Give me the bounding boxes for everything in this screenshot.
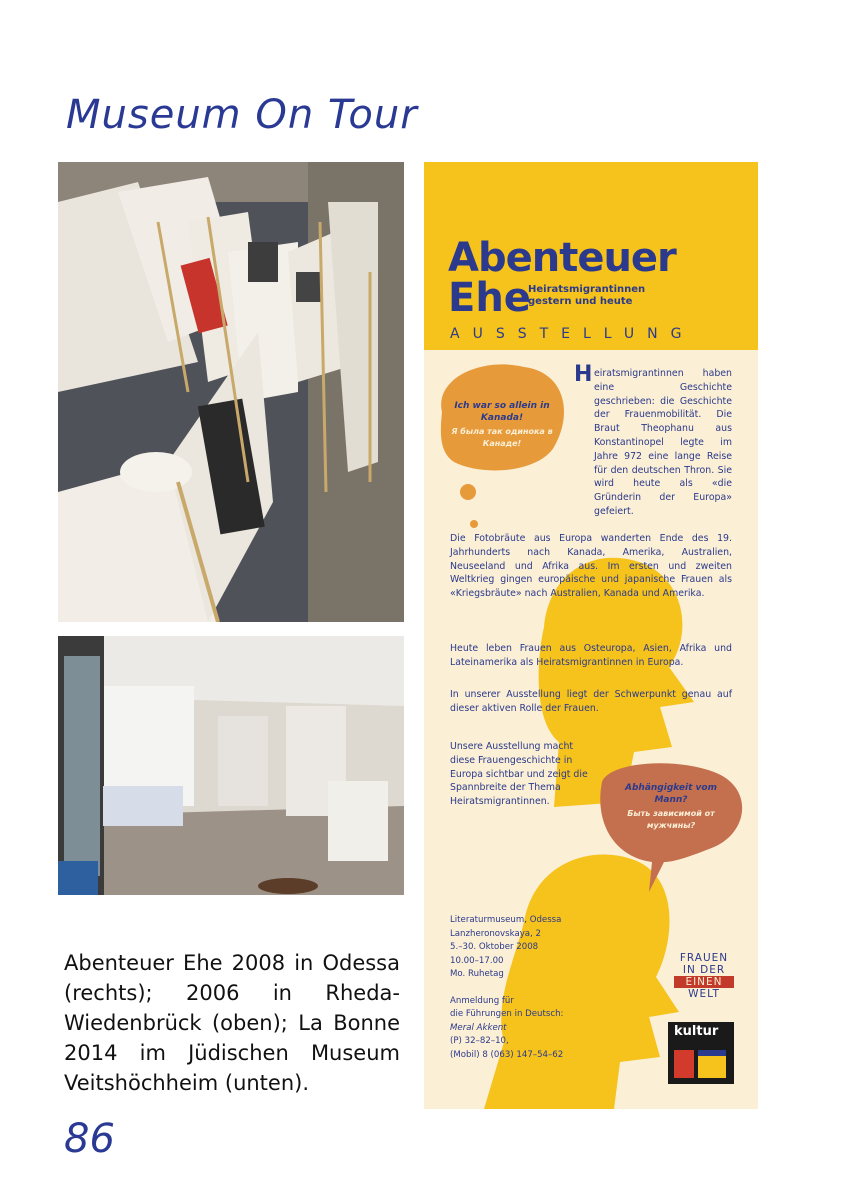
contact-line: Meral Akkent	[450, 1022, 507, 1033]
logo-frauen-line: IN DER	[682, 964, 726, 976]
poster-subtitle: Heiratsmigrantinnen gestern und heute	[528, 284, 646, 307]
page-title: Museum On Tour	[66, 92, 418, 138]
contact-spacer	[450, 982, 630, 995]
poster-para-5: Unsere Ausstellung macht diese Frauengeschichte in Europa sichtbar und zeigt die Spannbreite der Thema Heiratsmigrantinnen.	[450, 741, 588, 808]
poster-contact	[450, 914, 630, 1062]
poster-title-ehe: Ehe	[448, 275, 531, 321]
drop-cap: H	[574, 362, 593, 387]
poster-para-1-start	[594, 367, 732, 519]
kultur-logo-red-block	[674, 1050, 694, 1078]
page-number: 86	[64, 1116, 115, 1162]
poster-para-3: Heute leben Frauen aus Osteuropa, Asien, Afrika und Lateinamerika als Heiratsmigrantinnen in Europa.	[450, 643, 732, 668]
bubble-bottom-text-ru: Быть зависимой от мужчины?	[627, 809, 715, 830]
poster-para-4: In unserer Ausstellung liegt der Schwerpunkt genau auf dieser aktiven Rolle der Frauen.	[450, 689, 732, 714]
exhibition-photo-rheda-wiedenbrueck	[58, 162, 404, 622]
logo-frauen-line: WELT	[688, 988, 720, 1000]
bubble-bottom-text: Abhängigkeit vom Mann?	[625, 783, 717, 805]
poster-kicker: AUSSTELLUNG	[450, 326, 695, 342]
contact-line: 10.00–17.00	[450, 955, 504, 966]
kultur-logo	[668, 1022, 734, 1084]
poster-title: Abenteuer	[448, 235, 676, 281]
kultur-logo-blue-block	[698, 1050, 726, 1056]
kultur-logo-yellow-block	[698, 1056, 726, 1078]
contact-line: Lanzheronovskaya, 2	[450, 928, 541, 939]
contact-line: Mo. Ruhetag	[450, 969, 504, 979]
contact-line: 5.–30. Oktober 2008	[450, 942, 539, 952]
frauen-in-der-einen-welt-logo	[674, 952, 734, 1000]
contact-line: Literaturmuseum, Odessa	[450, 915, 562, 925]
exhibition-photo-veitshoechheim	[58, 636, 404, 895]
contact-line: die Führungen in Deutsch:	[450, 1009, 564, 1019]
logo-frauen-line: FRAUEN	[679, 952, 729, 964]
poster-para-1: eiratsmigrantinnen haben eine Geschichte geschrieben: die Geschichte der Frauenmobilität. Die Braut Theophanu aus Konstantinopel legte im Jahre 972 eine lange Reise für den deutschen Thron. Sie wird heute als «die Gründerin der Europa» gefeiert.	[594, 368, 732, 517]
kultur-logo-label: kultur	[674, 1024, 719, 1039]
logo-frauen-line: EINEN	[674, 976, 734, 988]
contact-line: Anmeldung für	[450, 995, 514, 1006]
contact-line: (P) 32–82–10,	[450, 1036, 509, 1046]
contact-line: (Mobil) 8 (063) 147–54–62	[450, 1049, 564, 1060]
photo-caption: Abenteuer Ehe 2008 in Odessa (rechts); 2006 in Rheda-Wiedenbrück (oben); La Bonne 2014 im Jüdischen Museum Veitshöchheim (unten).	[64, 951, 400, 1095]
bubble-top-text-ru: Я была так одинока в Канаде!	[451, 427, 553, 448]
poster-para-2: Die Fotobräute aus Europa wanderten Ende des 19. Jahrhunderts nach Kanada, Amerika, Australien, Neuseeland und Afrika aus. Im ersten und zweiten Weltkrieg gingen europäische und japanische Frauen als «Kriegsbräute» nach Australien, Kanada und Amerika.	[450, 533, 732, 600]
bubble-top-text: Ich war so allein in Kanada!	[454, 401, 550, 423]
exhibition-poster	[424, 162, 758, 1109]
